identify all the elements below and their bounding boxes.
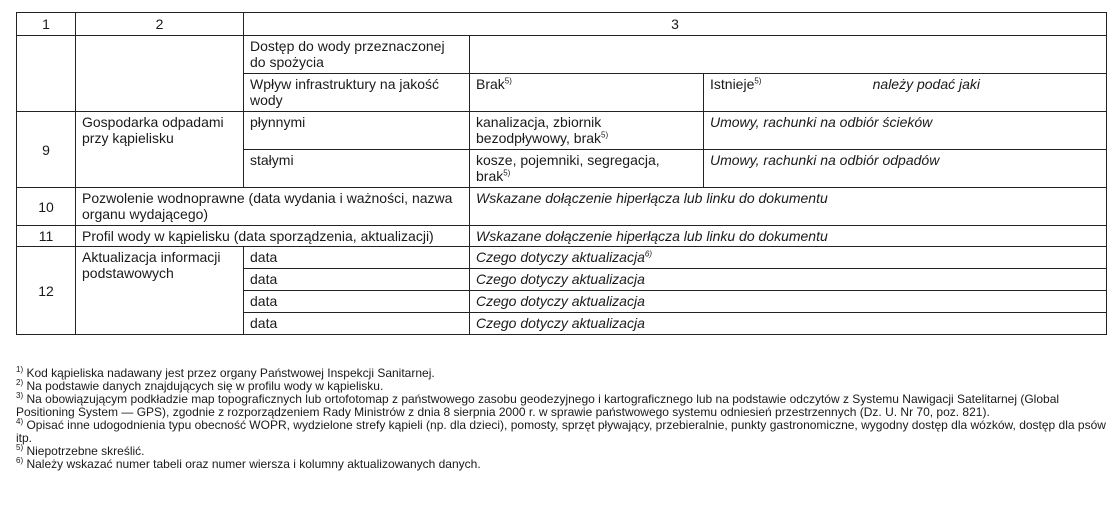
row-10 <box>17 188 1107 226</box>
infra-exists-footnote: 5) <box>754 76 762 86</box>
row-11 <box>17 226 1107 247</box>
row-12-entry <box>17 247 1107 269</box>
row-label-empty <box>76 36 244 112</box>
footnote-text: Należy wskazać numer tabeli oraz numer wiersza i kolumny aktualizowanych danych. <box>26 457 481 471</box>
update-footnote: 6) <box>644 249 652 259</box>
liquid-waste-label: płynnymi <box>244 112 470 150</box>
row-11-label: Profil wody w kąpielisku (data sporządzenia, aktualizacji) <box>76 226 470 247</box>
update-what: Czego dotyczy aktualizacja <box>476 249 645 265</box>
liquid-waste-options-cell <box>470 112 704 150</box>
solid-waste-doc: Umowy, rachunki na odbiór odpadów <box>704 150 1107 188</box>
infra-none-footnote: 5) <box>504 76 512 86</box>
row-11-value: Wskazane dołączenie hiperłącza lub linku do dokumentu <box>470 226 1107 247</box>
row-9-liquid <box>17 112 1107 150</box>
footnote-4 <box>16 419 1110 445</box>
update-date: data <box>244 291 470 313</box>
footnote-3 <box>16 393 1110 419</box>
liquid-waste-options: kanalizacja, zbiornik bezodpływowy, brak <box>476 114 602 146</box>
solid-waste-options: kosze, pojemniki, segregacja, brak <box>476 152 660 184</box>
row-12-label: Aktualizacja informacji podstawowych <box>76 247 244 335</box>
solid-waste-footnote: 5) <box>503 168 511 178</box>
footnote-mark: 1) <box>16 365 24 374</box>
solid-waste-options-cell <box>470 150 704 188</box>
row-12-number: 12 <box>17 247 76 335</box>
infra-none: Brak <box>476 76 505 92</box>
footnote-text: Kod kąpieliska nadawany jest przez organy Państwowej Inspekcji Sanitarnej. <box>26 366 435 380</box>
update-what: Czego dotyczy aktualizacja <box>470 269 1107 291</box>
update-date: data <box>244 247 470 269</box>
infra-exists-cell <box>704 74 1107 112</box>
infra-exists: Istnieje <box>710 76 755 92</box>
footnote-mark: 4) <box>16 417 24 426</box>
infra-none-cell <box>470 74 704 112</box>
row-10-value: Wskazane dołączenie hiperłącza lub linku do dokumentu <box>470 188 1107 226</box>
row-num-empty <box>17 36 76 112</box>
header-col-2: 2 <box>76 13 244 36</box>
footnotes <box>16 367 1110 471</box>
update-what: Czego dotyczy aktualizacja <box>470 291 1107 313</box>
footnote-mark: 6) <box>16 456 24 465</box>
liquid-waste-doc: Umowy, rachunki na odbiór ścieków <box>704 112 1107 150</box>
form-table <box>16 12 1107 335</box>
row-11-number: 11 <box>17 226 76 247</box>
water-access-label: Dostęp do wody przeznaczonej do spożycia <box>244 36 470 74</box>
liquid-waste-footnote: 5) <box>601 130 609 140</box>
footnote-text: Na podstawie danych znajdujących się w profilu wody w kąpielisku. <box>26 379 384 393</box>
solid-waste-label: stałymi <box>244 150 470 188</box>
infra-label: Wpływ infrastruktury na jakość wody <box>244 74 470 112</box>
update-what-cell <box>470 247 1107 269</box>
header-row <box>17 13 1107 36</box>
footnote-6 <box>16 458 1110 471</box>
footnote-text: Na obowiązującym podkładzie map topograficznych lub ortofotomap z państwowego zasobu geodezyjnego i kartograficznego lub na podstawie odczytów z Systemu Nawigacji Satelitarnej (Global Positioning System — GPS), zgodnie z rozporządzeniem Rady Ministrów z dnia 8 sierpnia 2000 r. w sprawie państwowego systemu odniesień przestrzennych (Dz. U. Nr 70, poz. 821). <box>16 392 1060 419</box>
water-access-value <box>470 36 1107 74</box>
footnote-text: Niepotrzebne skreślić. <box>26 444 145 458</box>
footnote-mark: 3) <box>16 391 24 400</box>
row-10-label: Pozwolenie wodnoprawne (data wydania i ważności, nazwa organu wydającego) <box>76 188 470 226</box>
footnote-text: Opisać inne udogodnienia typu obecność WOPR, wydzielone strefy kąpieli (np. dla dzieci), pomosty, sprzęt pływający, przebieralnie, punkty gastronomiczne, wygodny dostęp dla wózków, dostęp dla psów itp. <box>16 418 1106 445</box>
header-col-3: 3 <box>244 13 1107 36</box>
row-9-label: Gospodarka odpadami przy kąpielisku <box>76 112 244 188</box>
update-date: data <box>244 313 470 335</box>
header-col-1: 1 <box>17 13 76 36</box>
row-9-number: 9 <box>17 112 76 188</box>
footnote-mark: 2) <box>16 378 24 387</box>
infra-specify: należy podać jaki <box>872 76 981 92</box>
update-what: Czego dotyczy aktualizacja <box>470 313 1107 335</box>
row-water-access <box>17 36 1107 74</box>
update-date: data <box>244 269 470 291</box>
row-10-number: 10 <box>17 188 76 226</box>
footnote-mark: 5) <box>16 443 24 452</box>
